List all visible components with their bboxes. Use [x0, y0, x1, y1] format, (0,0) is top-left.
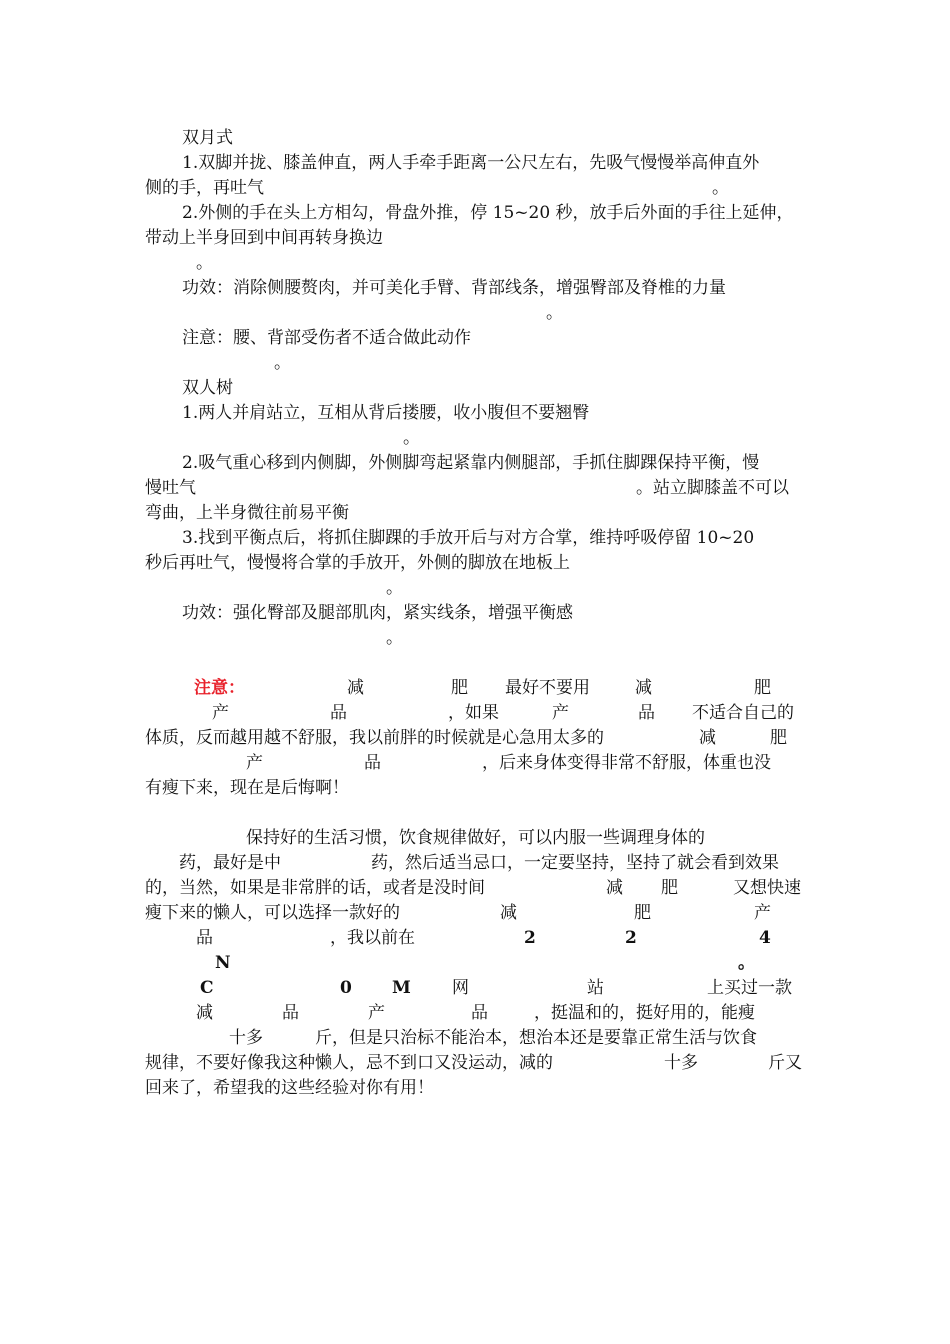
paragraph-line: 瘦下来的懒人，可以选择一款好的	[145, 903, 400, 923]
punctuation: 。	[274, 353, 291, 373]
paragraph-line: 。站立脚膝盖不可以	[636, 478, 789, 498]
paragraph-line: 规律，不要好像我这种懒人，忌不到口又没运动，减的	[145, 1053, 553, 1073]
word: 十多	[229, 1028, 263, 1048]
word: 肥	[770, 728, 787, 748]
word: 不适合自己的	[692, 703, 794, 723]
paragraph-line: 2.外侧的手在头上方相勾，骨盘外推，停 15~20 秒，放手后外面的手往上延伸，	[182, 203, 794, 223]
paragraph-line: 上买过一款	[707, 978, 792, 998]
punctuation: 。	[196, 253, 213, 273]
paragraph-line: ，后来身体变得非常不舒服，体重也没	[482, 753, 771, 773]
word: 减	[196, 1003, 213, 1023]
word: 品	[471, 1003, 488, 1023]
word: 减	[606, 878, 623, 898]
website-char: 0	[340, 978, 352, 998]
word: 减	[635, 678, 652, 698]
word: 肥	[754, 678, 771, 698]
paragraph-line: 带动上半身回到中间再转身换边	[145, 228, 383, 248]
word: 十多	[664, 1053, 698, 1073]
word: 品	[282, 1003, 299, 1023]
word: 最好不要用	[505, 678, 590, 698]
punctuation: 。	[403, 428, 420, 448]
paragraph-line: 有瘦下来，现在是后悔啊！	[145, 778, 349, 798]
punctuation: 。	[386, 628, 403, 648]
paragraph-line: 药，然后适当忌口，一定要坚持，坚持了就会看到效果	[371, 853, 779, 873]
section-title: 双月式	[182, 128, 233, 148]
word: 产	[246, 753, 263, 773]
word: 品	[330, 703, 347, 723]
website-char: N	[215, 953, 231, 973]
paragraph-line: 2.吸气重心移到内侧脚，外侧脚弯起紧靠内侧腿部，手抓住脚踝保持平衡，慢	[182, 453, 760, 473]
paragraph-line: 体质，反而越用越不舒服，我以前胖的时候就是心急用太多的	[145, 728, 604, 748]
word: 肥	[661, 878, 678, 898]
website-char: 2	[524, 928, 536, 948]
paragraph-line: 秒后再吐气，慢慢将合掌的手放开，外侧的脚放在地板上	[145, 553, 570, 573]
word: 肥	[451, 678, 468, 698]
paragraph-line: 慢吐气	[145, 478, 196, 498]
word: 产	[552, 703, 569, 723]
word: 品	[364, 753, 381, 773]
paragraph-line: ，我以前在	[330, 928, 415, 948]
paragraph-line: 回来了，希望我的这些经验对你有用！	[145, 1078, 434, 1098]
word: 减	[347, 678, 364, 698]
word: 品	[638, 703, 655, 723]
section-title: 双人树	[182, 378, 233, 398]
punctuation: 。	[546, 303, 563, 323]
word: 减	[699, 728, 716, 748]
paragraph-line: 1.两人并肩站立，互相从背后搂腰，收小腹但不要翘臀	[182, 403, 590, 423]
paragraph-line: 的，当然，如果是非常胖的话，或者是没时间	[145, 878, 485, 898]
note-line: 注意：腰、背部受伤者不适合做此动作	[182, 328, 471, 348]
effect-line: 功效：强化臀部及腿部肌肉，紧实线条，增强平衡感	[182, 603, 573, 623]
punctuation: 。	[738, 953, 755, 973]
word: 网	[452, 978, 469, 998]
word: 产	[754, 903, 771, 923]
word: 减	[500, 903, 517, 923]
paragraph-line: 1.双脚并拢、膝盖伸直，两人手牵手距离一公尺左右，先吸气慢慢举高伸直外	[182, 153, 760, 173]
word: 斤又	[768, 1053, 802, 1073]
word: 肥	[634, 903, 651, 923]
paragraph-line: 又想快速	[733, 878, 801, 898]
word: ，如果	[448, 703, 499, 723]
word: 站	[587, 978, 604, 998]
paragraph-line: 斤，但是只治标不能治本，想治本还是要靠正常生活与饮食	[315, 1028, 757, 1048]
word: 产	[368, 1003, 385, 1023]
paragraph-line: 侧的手，再吐气	[145, 178, 264, 198]
website-char: C	[200, 978, 214, 998]
word: 品	[196, 928, 213, 948]
website-char: 2	[625, 928, 637, 948]
website-char: 4	[759, 928, 771, 948]
punctuation: 。	[386, 578, 403, 598]
paragraph-line: 弯曲，上半身微往前易平衡	[145, 503, 349, 523]
warning-label: 注意：	[194, 678, 245, 698]
paragraph-line: 药，最好是中	[179, 853, 281, 873]
paragraph-line: 3.找到平衡点后，将抓住脚踝的手放开后与对方合掌，维持呼吸停留 10~20	[182, 528, 755, 548]
punctuation: 。	[712, 178, 729, 198]
paragraph-line: 保持好的生活习惯，饮食规律做好，可以内服一些调理身体的	[246, 828, 705, 848]
word: 产	[212, 703, 229, 723]
paragraph-line: ，挺温和的，挺好用的，能瘦	[534, 1003, 755, 1023]
effect-line: 功效：消除侧腰赘肉，并可美化手臂、背部线条，增强臀部及脊椎的力量	[182, 278, 726, 298]
website-char: M	[392, 978, 411, 998]
